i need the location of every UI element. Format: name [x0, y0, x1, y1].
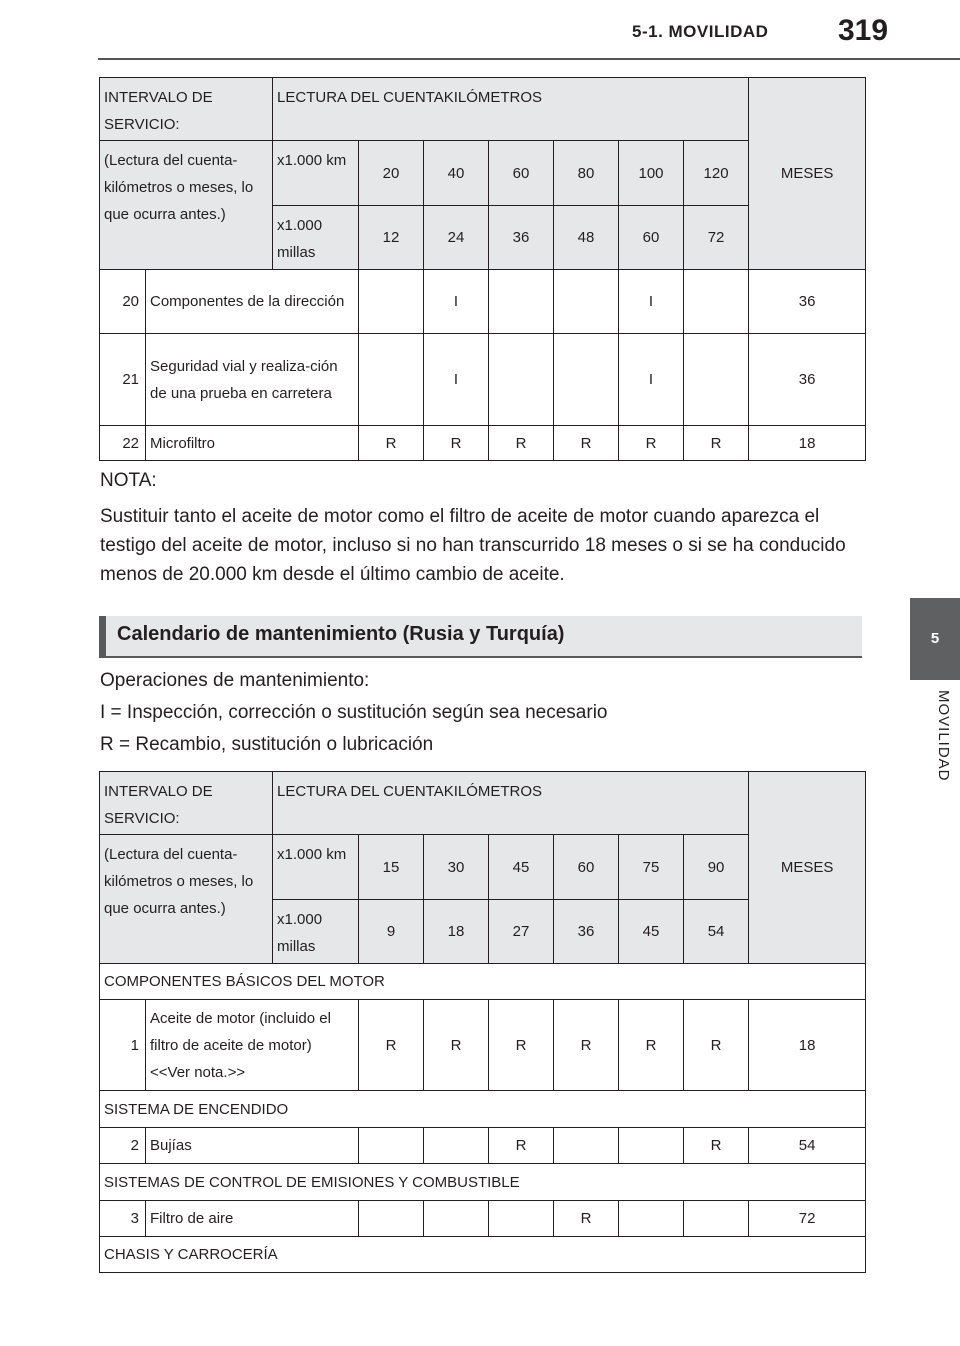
row-cell: [554, 1128, 619, 1164]
row-cell: R: [424, 426, 489, 461]
row-months: 36: [749, 334, 866, 426]
row-cell: [359, 270, 424, 334]
maintenance-table-1: [99, 77, 866, 461]
row-item: Filtro de aire: [146, 1201, 359, 1237]
row-cell: I: [424, 334, 489, 426]
row-cell: [489, 270, 554, 334]
odometer-label: LECTURA DEL CUENTAKILÓMETROS: [273, 772, 749, 835]
row-cell: [684, 270, 749, 334]
table-row: [100, 1128, 866, 1164]
row-cell: R: [359, 1000, 424, 1091]
row-cell: I: [619, 270, 684, 334]
row-cell: [619, 1201, 684, 1237]
reading-note: (Lectura del cuenta-kilómetros o meses, lo que ocurra antes.): [100, 835, 273, 964]
chapter-tab: 5: [910, 598, 960, 680]
months-header: MESES: [749, 78, 866, 270]
km-value: 30: [424, 835, 489, 900]
miles-value: 48: [554, 206, 619, 270]
row-cell: R: [619, 426, 684, 461]
row-cell: R: [359, 426, 424, 461]
row-cell: R: [554, 1201, 619, 1237]
note-text: Sustituir tanto el aceite de motor como el filtro de aceite de motor cuando aparezca el testigo del aceite de motor, incluso si no han transcurrido 18 meses o si se ha conducido menos de 20.000 km desde el último cambio de aceite.: [100, 506, 846, 585]
row-number: 22: [100, 426, 146, 461]
row-cell: [554, 334, 619, 426]
page-number: 319: [838, 14, 889, 47]
row-cell: [424, 1201, 489, 1237]
row-cell: I: [619, 334, 684, 426]
operations-replace: R = Recambio, sustitución o lubricación: [100, 734, 434, 755]
row-months: 72: [749, 1201, 866, 1237]
table-row: [100, 334, 866, 426]
section-title: Calendario de mantenimiento (Rusia y Turquía): [117, 623, 565, 645]
table-row: [100, 1000, 866, 1091]
miles-value: 18: [424, 900, 489, 964]
km-value: 100: [619, 141, 684, 206]
operations-intro: Operaciones de mantenimiento:: [100, 670, 370, 691]
row-cell: [554, 270, 619, 334]
row-item: Microfiltro: [146, 426, 359, 461]
km-value: 45: [489, 835, 554, 900]
row-cell: [359, 1128, 424, 1164]
row-cell: [684, 1201, 749, 1237]
km-value: 20: [359, 141, 424, 206]
unit-km: x1.000 km: [273, 835, 359, 900]
km-value: 40: [424, 141, 489, 206]
miles-value: 36: [554, 900, 619, 964]
row-months: 54: [749, 1128, 866, 1164]
row-number: 1: [100, 1000, 146, 1091]
miles-value: 54: [684, 900, 749, 964]
note-heading: NOTA:: [100, 470, 157, 491]
row-item: Aceite de motor (incluido el filtro de aceite de motor) <<Ver nota.>>: [146, 1000, 359, 1091]
table-row: [100, 426, 866, 461]
row-item: Bujías: [146, 1128, 359, 1164]
row-number: 2: [100, 1128, 146, 1164]
section-accent: [99, 616, 106, 656]
row-cell: [424, 1128, 489, 1164]
chapter-label: MOVILIDAD: [935, 690, 952, 782]
row-cell: [489, 1201, 554, 1237]
reading-note: (Lectura del cuenta-kilómetros o meses, lo que ocurra antes.): [100, 141, 273, 270]
odometer-label: LECTURA DEL CUENTAKILÓMETROS: [273, 78, 749, 141]
miles-value: 12: [359, 206, 424, 270]
row-cell: R: [489, 1000, 554, 1091]
row-cell: [359, 334, 424, 426]
miles-value: 9: [359, 900, 424, 964]
row-cell: R: [424, 1000, 489, 1091]
km-value: 90: [684, 835, 749, 900]
miles-value: 36: [489, 206, 554, 270]
row-number: 21: [100, 334, 146, 426]
maintenance-table-2: [99, 771, 866, 1273]
km-value: 75: [619, 835, 684, 900]
km-value: 15: [359, 835, 424, 900]
row-cell: I: [424, 270, 489, 334]
row-months: 18: [749, 426, 866, 461]
row-cell: R: [684, 1000, 749, 1091]
header-divider: [98, 58, 960, 60]
interval-label: INTERVALO DE SERVICIO:: [100, 78, 273, 141]
row-cell: R: [619, 1000, 684, 1091]
row-cell: R: [554, 1000, 619, 1091]
unit-miles: x1.000 millas: [273, 206, 359, 270]
row-cell: R: [684, 1128, 749, 1164]
miles-value: 72: [684, 206, 749, 270]
unit-miles: x1.000 millas: [273, 900, 359, 964]
km-value: 60: [489, 141, 554, 206]
row-months: 18: [749, 1000, 866, 1091]
row-cell: [359, 1201, 424, 1237]
km-value: 60: [554, 835, 619, 900]
category-ignition: SISTEMA DE ENCENDIDO: [100, 1091, 866, 1128]
row-months: 36: [749, 270, 866, 334]
row-cell: [619, 1128, 684, 1164]
row-cell: R: [489, 426, 554, 461]
interval-label: INTERVALO DE SERVICIO:: [100, 772, 273, 835]
unit-km: x1.000 km: [273, 141, 359, 206]
section-title-bar: [99, 616, 862, 658]
row-item: Seguridad vial y realiza-ción de una prueba en carretera: [146, 334, 359, 426]
miles-value: 45: [619, 900, 684, 964]
category-engine: COMPONENTES BÁSICOS DEL MOTOR: [100, 964, 866, 1000]
row-cell: R: [489, 1128, 554, 1164]
section-header: 5-1. MOVILIDAD: [632, 22, 769, 41]
table-row: [100, 270, 866, 334]
row-cell: [489, 334, 554, 426]
miles-value: 27: [489, 900, 554, 964]
category-chassis: CHASIS Y CARROCERÍA: [100, 1237, 866, 1273]
km-value: 120: [684, 141, 749, 206]
row-cell: R: [554, 426, 619, 461]
row-number: 3: [100, 1201, 146, 1237]
row-item: Componentes de la dirección: [146, 270, 359, 334]
category-emissions: SISTEMAS DE CONTROL DE EMISIONES Y COMBUSTIBLE: [100, 1164, 866, 1201]
row-cell: [684, 334, 749, 426]
miles-value: 60: [619, 206, 684, 270]
operations-inspection: I = Inspección, corrección o sustitución según sea necesario: [100, 702, 608, 723]
row-number: 20: [100, 270, 146, 334]
miles-value: 24: [424, 206, 489, 270]
months-header: MESES: [749, 772, 866, 964]
row-cell: R: [684, 426, 749, 461]
table-row: [100, 1201, 866, 1237]
km-value: 80: [554, 141, 619, 206]
